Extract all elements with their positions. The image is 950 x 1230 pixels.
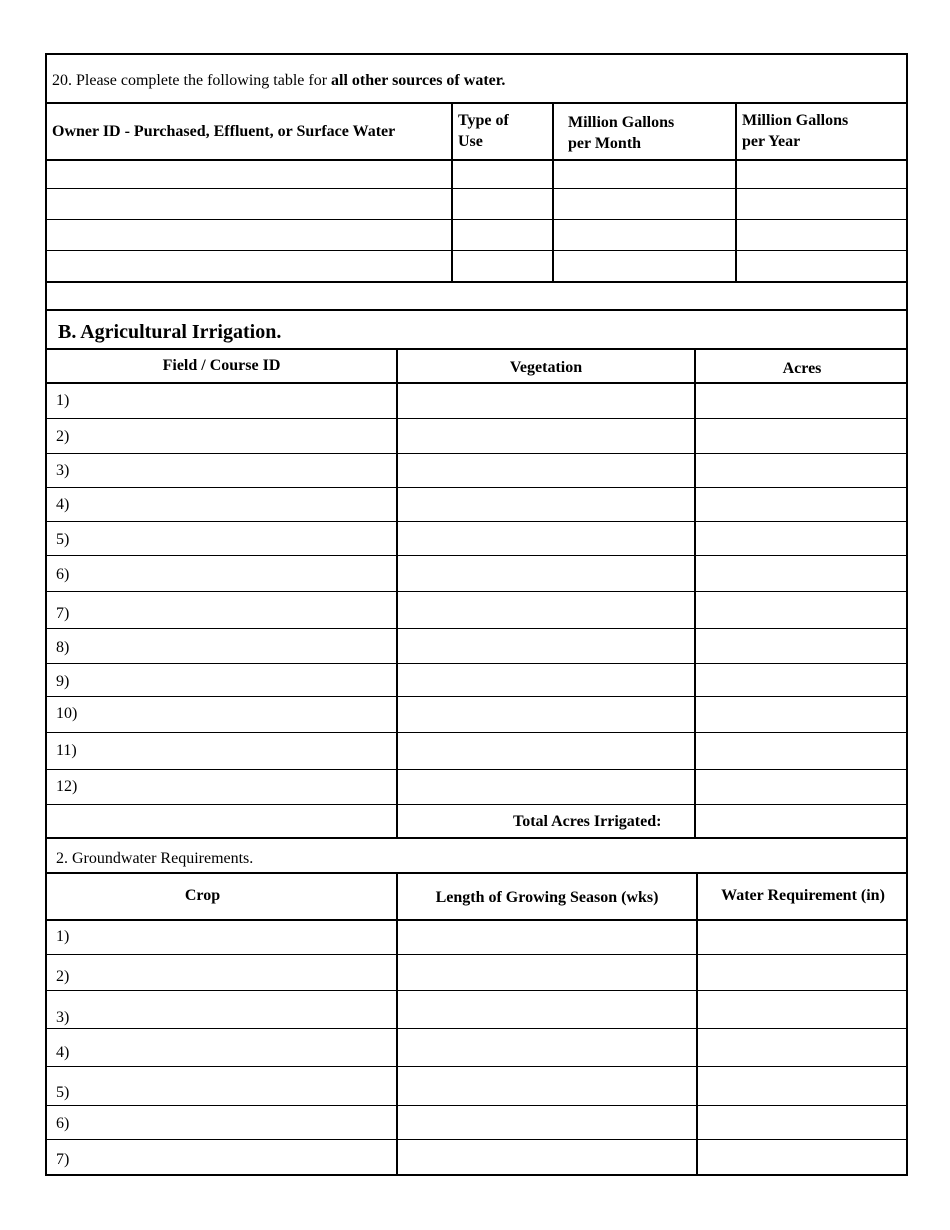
- irrigation-row-rule: [47, 487, 906, 488]
- q20-col-divider: [552, 102, 554, 281]
- q20-header-owner: Owner ID - Purchased, Effluent, or Surface Water: [52, 123, 396, 140]
- irrigation-row-label: 9): [56, 673, 70, 690]
- irrigation-row-rule: [47, 769, 906, 770]
- groundwater-title: 2. Groundwater Requirements.: [56, 850, 254, 867]
- q20-col-divider: [451, 102, 453, 281]
- groundwater-row-label: 1): [56, 928, 70, 945]
- irrigation-row-rule: [47, 663, 906, 664]
- q20-header-mgm-line2: per Month: [568, 135, 642, 152]
- groundwater-row-label: 5): [56, 1084, 70, 1101]
- q20-row-4-owner[interactable]: [47, 251, 451, 281]
- q20-top-rule: [47, 102, 906, 104]
- irrigation-bottom-rule: [47, 837, 906, 839]
- irrigation-row-label: 12): [56, 778, 78, 795]
- q20-header-mgm-line1: Million Gallons: [568, 114, 675, 131]
- irrigation-row-label: 5): [56, 531, 70, 548]
- groundwater-header-rule: [47, 919, 906, 921]
- groundwater-header-season: Length of Growing Season (wks): [435, 889, 659, 906]
- irrigation-row-label: 2): [56, 428, 70, 445]
- groundwater-row-rule: [47, 990, 906, 991]
- groundwater-row-label: 7): [56, 1151, 70, 1168]
- q20-row-2-owner[interactable]: [47, 189, 451, 219]
- irrigation-row-rule: [47, 418, 906, 419]
- q20-header-mgm: [568, 112, 674, 154]
- irrigation-row-rule: [47, 628, 906, 629]
- irrigation-row-rule: [47, 696, 906, 697]
- q20-header-type-line2: Use: [458, 133, 483, 150]
- q20-row-1-owner[interactable]: [47, 161, 451, 188]
- total-acres-field[interactable]: [696, 806, 906, 838]
- groundwater-row-label: 4): [56, 1044, 70, 1061]
- groundwater-row-rule: [47, 954, 906, 955]
- irrigation-row-rule: [47, 804, 906, 805]
- groundwater-col-divider: [396, 872, 398, 1174]
- irrigation-row-label: 1): [56, 392, 70, 409]
- q20-header-type-line1: Type of: [458, 112, 509, 129]
- total-acres-label: Total Acres Irrigated:: [513, 813, 662, 830]
- irrigation-header-field: Field / Course ID: [162, 357, 281, 374]
- q20-header-type: [458, 110, 509, 152]
- irrigation-col-divider: [396, 348, 398, 837]
- irrigation-row-rule: [47, 732, 906, 733]
- groundwater-header-water: Water Requirement (in): [721, 887, 885, 904]
- q20-header-mgy-line1: Million Gallons: [742, 112, 849, 129]
- groundwater-row-rule: [47, 1139, 906, 1140]
- section-spacer-rule: [47, 309, 906, 311]
- irrigation-row-rule: [47, 555, 906, 556]
- q20-bottom-rule: [47, 281, 906, 283]
- groundwater-row-label: 6): [56, 1115, 70, 1132]
- groundwater-row-rule: [47, 1066, 906, 1067]
- groundwater-row-rule: [47, 1105, 906, 1106]
- irrigation-row-rule: [47, 521, 906, 522]
- irrigation-row-label: 11): [56, 742, 77, 759]
- groundwater-row-rule: [47, 1028, 906, 1029]
- irrigation-header-acres: Acres: [782, 360, 822, 377]
- groundwater-row-label: 3): [56, 1009, 70, 1026]
- irrigation-row-label: 4): [56, 496, 70, 513]
- irrigation-row-label: 6): [56, 566, 70, 583]
- q20-intro: [52, 73, 505, 89]
- groundwater-row-label: 2): [56, 968, 70, 985]
- irrigation-row-label: 3): [56, 462, 70, 479]
- q20-intro-prefix: 20. Please complete the following table for: [52, 72, 332, 89]
- form-page: [45, 53, 908, 1176]
- groundwater-top-rule: [47, 872, 906, 874]
- q20-header-mgy-line2: per Year: [742, 133, 801, 150]
- irrigation-top-rule: [47, 348, 906, 350]
- irrigation-row-rule: [47, 453, 906, 454]
- irrigation-title: B. Agricultural Irrigation.: [58, 321, 282, 343]
- irrigation-row-label: 7): [56, 605, 70, 622]
- q20-col-divider: [735, 102, 737, 281]
- irrigation-row-label: 10): [56, 705, 78, 722]
- groundwater-header-crop: Crop: [184, 887, 221, 904]
- groundwater-col-divider: [696, 872, 698, 1174]
- irrigation-row-rule: [47, 591, 906, 592]
- q20-header-mgy: [742, 110, 848, 152]
- irrigation-header-rule: [47, 382, 906, 384]
- q20-row-3-owner[interactable]: [47, 220, 451, 250]
- irrigation-header-vegetation: Vegetation: [509, 359, 583, 376]
- q20-intro-bold: all other sources of water.: [331, 72, 506, 89]
- irrigation-row-label: 8): [56, 639, 70, 656]
- irrigation-col-divider: [694, 348, 696, 837]
